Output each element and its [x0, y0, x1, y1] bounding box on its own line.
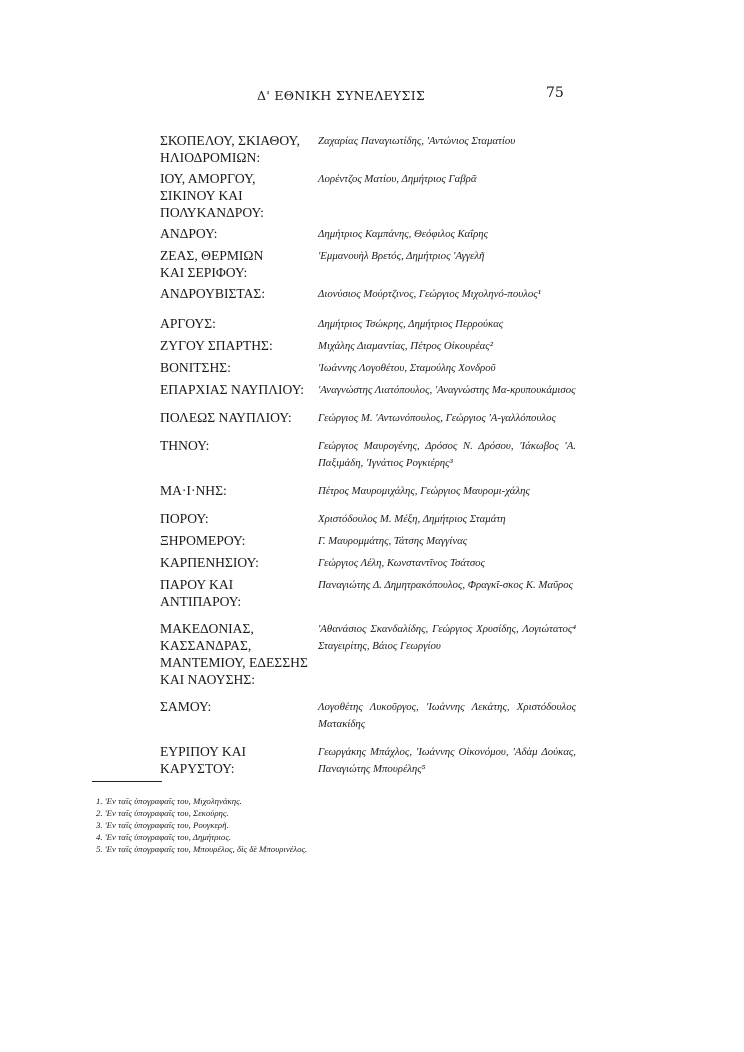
- constituency-line: ΚΑΡΥΣΤΟΥ:: [160, 761, 235, 776]
- representatives-names: Παναγιώτης Δ. Δημητρακόπουλος, Φραγκῖ-σκος Κ. Μαῦρος: [318, 579, 574, 591]
- footnote: 1. 'Εν ταῖς ὑπογραφαῖς του, Μιχοληνάκης.: [96, 796, 242, 806]
- constituency-line: ΠΟΛΥΚΑΝΔΡΟΥ:: [160, 205, 264, 220]
- representatives-names: Χριστόδουλος Μ. Μέξη, Δημήτριος Σταμάτη: [318, 513, 506, 525]
- footnotes: [96, 795, 307, 855]
- footnote: 3. 'Εν ταῖς ὑπογραφαῖς του, Ρουγκερῆ.: [96, 820, 229, 830]
- constituency-line: ΑΝΔΡΟΥ:: [160, 226, 218, 241]
- constituency-line: ΑΝΔΡΟΥΒΙΣΤΑΣ:: [160, 286, 266, 301]
- representatives-names: Ζαχαρίας Παναγιωτίδης, 'Αντώνιος Σταματίου: [318, 135, 516, 147]
- constituency-name: [0, 285, 318, 302]
- entry-row: [0, 620, 744, 688]
- footnote: 5. 'Εν ταῖς ὑπογραφαῖς του, Μπουρέλος, δὶς δὲ Μπουρινέλος.: [96, 844, 308, 854]
- constituency-name: [0, 482, 318, 499]
- entry-row: [0, 225, 744, 243]
- constituency-line: ΚΑΣΣΑΝΔΡΑΣ,: [160, 638, 252, 653]
- entry-row: [0, 409, 744, 427]
- constituency-line: ΑΡΓΟΥΣ:: [160, 316, 216, 331]
- entry-row: [0, 359, 744, 377]
- representatives-names: Διονύσιος Μούρτζινος, Γεώργιος Μιχοληνό-πουλος¹: [318, 288, 541, 300]
- entry-row: [0, 698, 744, 733]
- constituency-line: ΠΟΛΕΩΣ ΝΑΥΠΛΙΟΥ:: [160, 410, 292, 425]
- page-number: 75: [546, 85, 564, 101]
- constituency-name: [0, 381, 318, 398]
- constituency-line: ΒΟΝΙΤΣΗΣ:: [160, 360, 231, 375]
- constituency-line: ΤΗΝΟΥ:: [160, 438, 210, 453]
- entry-row: [0, 381, 744, 399]
- constituency-line: ΑΝΤΙΠΑΡΟΥ:: [160, 594, 242, 609]
- constituency-line: ΕΠΑΡΧΙΑΣ ΝΑΥΠΛΙΟΥ:: [160, 382, 305, 397]
- constituency-line: ΜΑ·Ι·ΝΗΣ:: [160, 483, 227, 498]
- entry-row: [0, 576, 744, 610]
- constituency-line: ΜΑΚΕΔΟΝΙΑΣ,: [160, 621, 254, 636]
- constituency-line: ΠΑΡΟΥ ΚΑΙ: [160, 577, 234, 592]
- constituency-line: ΚΑΙ ΣΕΡΙΦΟΥ:: [160, 265, 248, 280]
- representatives-names: Δημήτριος Τσώκρης, Δημήτριος Περρούκας: [318, 318, 504, 330]
- entry-row: [0, 337, 744, 355]
- constituency-name: [0, 576, 318, 610]
- constituency-name: [0, 620, 318, 688]
- constituency-name: [0, 554, 318, 571]
- constituency-name: [0, 743, 318, 777]
- constituency-name: [0, 170, 318, 221]
- constituency-line: ΚΑΙ ΝΑΟΥΣΗΣ:: [160, 672, 256, 687]
- constituency-line: ΣΚΟΠΕΛΟΥ, ΣΚΙΑΘΟΥ,: [160, 133, 300, 148]
- constituency-name: [0, 409, 318, 426]
- constituency-line: ΙΟΥ, ΑΜΟΡΓΟΥ,: [160, 171, 256, 186]
- constituency-name: [0, 132, 318, 166]
- constituency-name: [0, 698, 318, 715]
- representatives-names: Γεώργιος Λέλη, Κωνσταντῖνος Τσάτσος: [318, 557, 485, 569]
- constituency-line: ΖΕΑΣ, ΘΕΡΜΙΩΝ: [160, 248, 264, 263]
- constituency-line: ΣΙΚΙΝΟΥ ΚΑΙ: [160, 188, 243, 203]
- representatives-names: Δημήτριος Καμπάνης, Θεόφιλος Καΐρης: [318, 228, 489, 240]
- representatives-names: Πέτρος Μαυρομιχάλης, Γεώργιος Μαυρομι-χάλης: [318, 485, 530, 497]
- entry-row: [0, 247, 744, 281]
- constituency-name: [0, 532, 318, 549]
- constituency-name: [0, 510, 318, 527]
- constituency-line: ΚΑΡΠΕΝΗΣΙΟΥ:: [160, 555, 259, 570]
- entry-row: [0, 743, 744, 778]
- footnote: 2. 'Εν ταῖς ὑπογραφαῖς του, Σεκούρης.: [96, 808, 229, 818]
- entry-row: [0, 437, 744, 472]
- constituency-name: [0, 225, 318, 242]
- entry-row: [0, 482, 744, 500]
- constituency-line: ΕΥΡΙΠΟΥ ΚΑΙ: [160, 744, 247, 759]
- constituency-name: [0, 337, 318, 354]
- representatives-names: Λορέντζος Ματίου, Δημήτριος Γαβρᾶ: [318, 173, 477, 185]
- constituency-line: ΗΛΙΟΔΡΟΜΙΩΝ:: [160, 150, 261, 165]
- constituency-line: ΣΑΜΟΥ:: [160, 699, 212, 714]
- entry-row: [0, 532, 744, 550]
- page-header-title: Δ' ΕΘΝΙΚΗ ΣΥΝΕΛΕΥΣΙΣ: [257, 88, 426, 103]
- representatives-names: Γεωργάκης Μπάχλος, 'Ιωάννης Οἰκονόμου, 'Αδὰμ Δούκας, Παναγιώτης Μπουρέλης⁵: [318, 746, 576, 775]
- running-header: [0, 85, 744, 108]
- footnote-separator: [92, 781, 162, 782]
- representatives-names: Λογοθέτης Λυκοῦργος, 'Ιωάννης Λεκάτης, Χριστόδουλος Ματακίδης: [318, 701, 576, 730]
- entry-row: [0, 132, 744, 166]
- entry-row: [0, 285, 744, 303]
- entry-row: [0, 315, 744, 333]
- constituency-name: [0, 247, 318, 281]
- representatives-names: 'Αναγνώστης Λιατόπουλος, 'Αναγνώστης Μα-κρυπουκάμισος: [318, 384, 576, 396]
- constituency-name: [0, 315, 318, 332]
- footnote: 4. 'Εν ταῖς ὑπογραφαῖς του, Δημήτριος.: [96, 832, 232, 842]
- constituency-line: ΠΟΡΟΥ:: [160, 511, 209, 526]
- constituency-line: ΖΥΓΟΥ ΣΠΑΡΤΗΣ:: [160, 338, 273, 353]
- representatives-names: Μιχάλης Διαμαντίας, Πέτρος Οἰκουρέας²: [318, 340, 493, 352]
- constituency-name: [0, 437, 318, 454]
- entry-row: [0, 170, 744, 221]
- representatives-list: [0, 128, 744, 778]
- representatives-names: Γ. Μαυρομμάτης, Τάτσης Μαγγίνας: [318, 535, 468, 547]
- constituency-name: [0, 359, 318, 376]
- entry-row: [0, 554, 744, 572]
- entry-row: [0, 510, 744, 528]
- constituency-line: ΞΗΡΟΜΕΡΟΥ:: [160, 533, 246, 548]
- representatives-names: 'Αθανάσιος Σκανδαλίδης, Γεώργιος Χρυσίδης, Λογιώτατος⁴ Σταγειρίτης, Βάιος Γεωργίου: [318, 623, 576, 652]
- constituency-line: ΜΑΝΤΕΜΙΟΥ, ΕΔΕΣΣΗΣ: [160, 655, 308, 670]
- representatives-names: Γεώργιος Μαυρογένης, Δρόσος Ν. Δρόσου, 'Ιάκωβος 'Α. Παξιμάδη, 'Ιγνάτιος Ρογκιέρης³: [318, 440, 576, 469]
- representatives-names: 'Ιωάννης Λογοθέτου, Σταμούλης Χονδροῦ: [318, 362, 496, 374]
- representatives-names: Γεώργιος Μ. 'Αντωνόπουλος, Γεώργιος 'Α-γαλλόπουλος: [318, 412, 556, 424]
- representatives-names: 'Εμμανουὴλ Βρετός, Δημήτριος 'Αγγελῆ: [318, 250, 485, 262]
